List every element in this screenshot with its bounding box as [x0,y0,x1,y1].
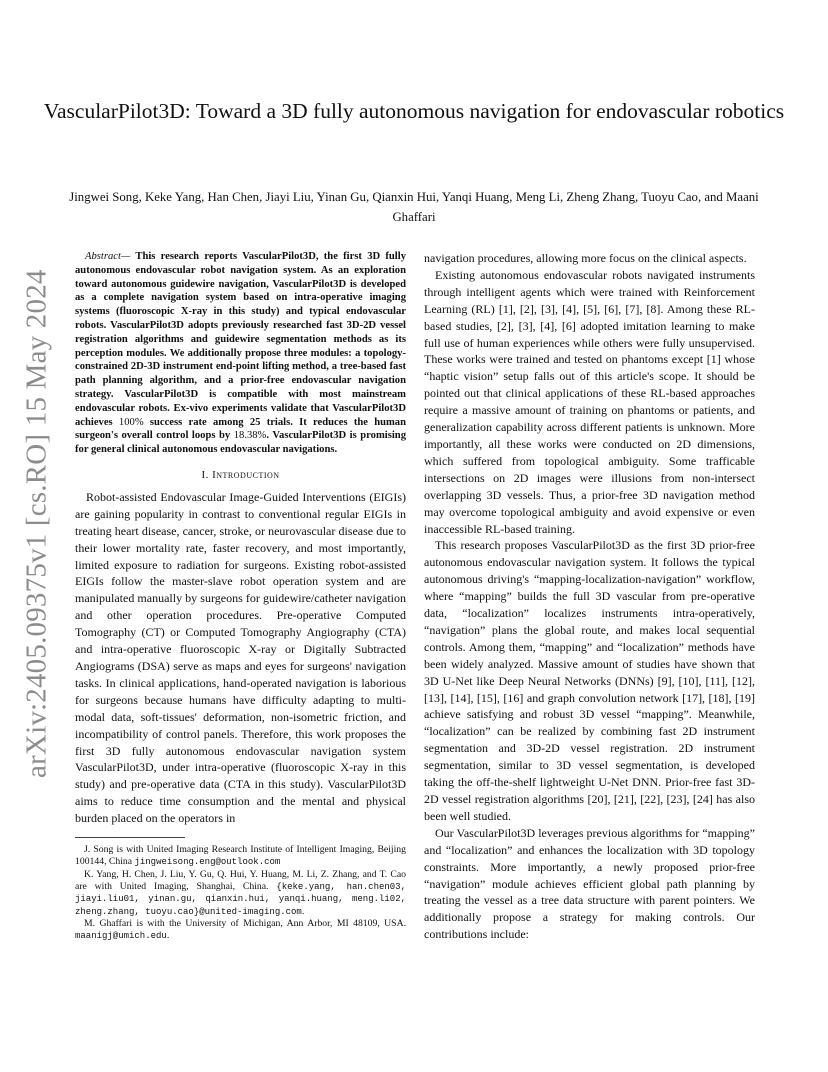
intro-paragraph-continued: navigation procedures, allowing more focus on the clinical aspects. [424,251,747,265]
footnote-divider [75,837,185,838]
footnote-2-text: K. Yang, H. Chen, J. Liu, Y. Gu, Q. Hui, Y. Huang, M. Li, Z. Zhang, and T. Cao are with United Imaging, Shanghai, China. [75,868,406,892]
control-loop-reduction-value: 18.38% [233,430,267,442]
intro-paragraph-3: This research proposes VascularPilot3D as the first 3D prior-free autonomous endovascular navigation system. It follows the typical autonomous driving's “mapping-localization-navigation” workflow, where “mapping” builds the full 3D vascular from pre-operative data, “localization” localizes instruments intra-operatively, “navigation” plans the global route, and makes local sequential controls. Among them, “mapping” and “localization” methods have been widely analyzed. Massive amount of studies have shown that 3D U-Net like Deep Neural Networks (DNNs) [9], [10], [11], [12], [13], [14], [15], [16] and graph convolution network [17], [18], [19] achieve satisfying and robust 3D vessel “mapping”. Meanwhile, “localization” can be realized by combining fast 2D instrument segmentation and 3D-2D vessel registration. 2D instrument segmentation, similar to 3D vessel segmentation, is developed taking the off-the-shelf lightweight U-Net DNN. Prior-free fast 3D-2D vessel registration algorithms [20], [21], [22], [23], [24] has also been well studied. [424,538,755,823]
footnote-3-email[interactable]: maanigj@umich.edu [75,931,167,942]
abstract-text-3: . VascularPilot3D is promising for general clinical autonomous endovascular navigations. [75,430,406,456]
left-column [75,250,406,942]
footnote-2-end: . [301,905,305,917]
paper-title: VascularPilot3D: Toward a 3D fully autonomous navigation for endovascular robotics [43,99,785,123]
abstract-text-1: This research reports VascularPilot3D, the first 3D fully autonomous endovascular robot navigation system. As an exploration toward autonomous guidewire navigation, VascularPilot3D is developed as a complete navigation system based on intra-operative imaging systems (fluoroscopic X-ray in this study) and typical endovascular robots. VascularPilot3D adopts previously researched fast 3D-2D vessel registration algorithms and guidewire segmentation methods as its perception modules. We additionally propose three modules: a topology-constrained 2D-3D instrument end-point lifting method, a tree-based fast path planning algorithm, and a prior-free endovascular navigation strategy. VascularPilot3D is compatible with most mainstream endovascular robots. Ex-vivo experiments validate that VascularPilot3D achieves [75,251,406,428]
intro-paragraph-2: Existing autonomous endovascular robots navigated instruments through intelligent agents which were trained with Reinforcement Learning (RL) [1], [2], [3], [4], [5], [6], [7], [8]. Among these RL-based studies, [2], [3], [4], [6] adopted imitation learning to make full use of human experiences while others were fully unsupervised. These works were trained and tested on phantoms except [1] whose “haptic vision” setup falls out of this article's scope. It should be pointed out that clinical applications of these RL-based approaches require a massive amount of training on phantoms or patients, and generalization capability across different patients is unknown. More importantly, all these works were conducted on 2D dimensions, which suffered from topological ambiguity. Some trafficable intersections on 2D images were illusions from non-intersect overlapping 3D vessels. Thus, a prior-free 3D navigation method may overcome topological ambiguity and avoid expensive or even inaccessible RL-based training. [424,267,755,536]
arxiv-identifier: arXiv:2405.09375v1 [cs.RO] 15 May 2024 [20,269,53,778]
footnote-2-email[interactable]: {keke.yang, han.chen03, jiayi.liu01, yinan.gu, qianxin.hui, yanqi.huang, meng.li02, zheng.zhang, tuoyu.cao}@united-imaging.com [75,881,406,917]
abstract-text-2: success rate among 25 trials. It reduces the human surgeon's overall control loops by [75,416,406,442]
footnote-affiliation-ghaffari [75,918,406,943]
intro-paragraph-4: Our VascularPilot3D leverages previous algorithms for “mapping” and “localization” and enhances the localization with 3D topology constraints. More importantly, a newly proposed prior-free “navigation” module achieves efficient global path planning by treating the vessel as a tree data structure with parent pointers. We additionally propose a strategy for making controls. Our contributions include: [424,825,755,942]
footnote-1-email[interactable]: jingweisong.eng@outlook.com [134,857,281,868]
arxiv-sidebar [14,269,60,778]
abstract [75,250,406,457]
author-list: Jingwei Song, Keke Yang, Han Chen, Jiayi Liu, Yinan Gu, Qianxin Hui, Yanqi Huang, Meng Li, Zheng Zhang, Tuoyu Cao, and Maani Ghaffari [69,190,759,224]
footnote-1-text: J. Song is with United Imaging Research Institute of Intelligent Imaging, Beijing 100144, China [75,844,406,868]
section-heading-introduction [75,469,406,481]
abstract-label: Abstract— [85,251,131,262]
intro-paragraph-1: Robot-assisted Endovascular Image-Guided Interventions (EIGIs) are gaining popularity in contrast to conventional regular EIGIs in treating heart disease, cancer, stroke, or neurovascular disease due to their lower mortality rate, faster recovery, and most importantly, limited exposure to radiation for surgeons. Existing robot-assisted EIGIs follow the master-slave robot operation system and are manipulated manually by surgeons for guidewire/catheter navigation and other operation procedures. Pre-operative Computed Tomography (CT) or Computed Tomography Angiography (CTA) and intra-operative fluoroscopic X-ray or Digitally Subtracted Angiograms (DSA) serve as maps and eyes for surgeons' navigation tasks. In clinical applications, hand-operated navigation is laborious for surgeons because humans have difficulty adapting to multi-modal data, soft-tissues' deformation, non-isometric friction, and incompatibility of control panels. Therefore, this work proposes the first 3D fully autonomous endovascular navigation system VascularPilot3D, under intra-operative (fluoroscopic X-ray in this study) and pre-operative data (CTA in this study). VascularPilot3D aims to reduce time consumption and the mental and physical burden placed on the operators in [75,489,406,826]
footnote-affiliation-united-imaging [75,869,406,918]
footnote-3-end: . [166,930,170,942]
right-column [424,250,755,943]
footnote-3-text: M. Ghaffari is with the University of Michigan, Ann Arbor, MI 48109, USA. [84,917,406,929]
section-number: I. [201,468,213,481]
footnote-affiliation-song [75,844,406,869]
section-title: Introduction [212,468,280,481]
success-rate-value: 100% [118,416,144,428]
